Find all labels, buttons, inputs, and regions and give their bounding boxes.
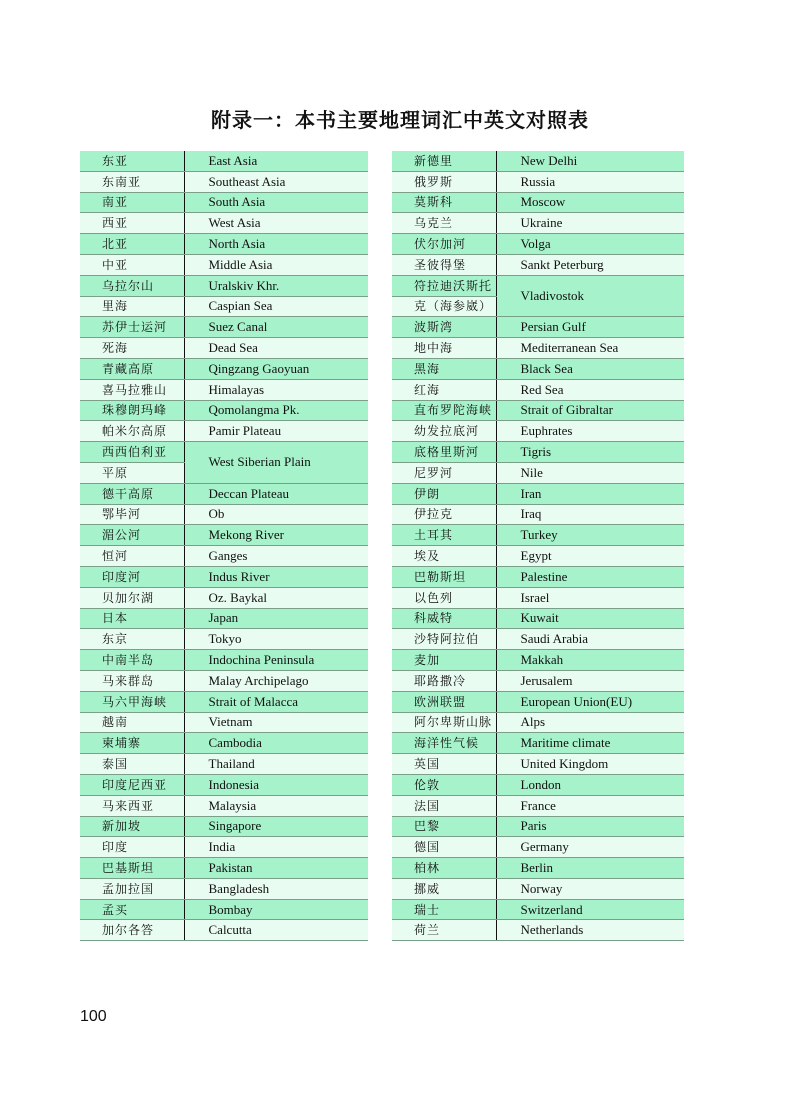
table-row <box>392 608 684 629</box>
table-row <box>80 192 368 213</box>
table-row <box>80 400 368 421</box>
chinese-term: 西亚 <box>80 213 184 234</box>
table-row <box>392 795 684 816</box>
english-term: European Union(EU) <box>496 691 684 712</box>
chinese-term: 黑海 <box>392 358 496 379</box>
table-row <box>80 151 368 172</box>
table-row <box>80 837 368 858</box>
chinese-term: 死海 <box>80 338 184 359</box>
english-term: Netherlands <box>496 920 684 941</box>
english-term: North Asia <box>184 234 368 255</box>
english-term: Pakistan <box>184 858 368 879</box>
english-term: New Delhi <box>496 151 684 172</box>
chinese-term: 直布罗陀海峡 <box>392 400 496 421</box>
chinese-term: 北亚 <box>80 234 184 255</box>
table-row <box>80 795 368 816</box>
chinese-term: 沙特阿拉伯 <box>392 629 496 650</box>
table-row <box>80 296 368 317</box>
chinese-term: 鄂毕河 <box>80 504 184 525</box>
chinese-term: 科威特 <box>392 608 496 629</box>
chinese-term: 乌拉尔山 <box>80 275 184 296</box>
table-row <box>80 379 368 400</box>
english-term: Oz. Baykal <box>184 587 368 608</box>
table-row <box>392 504 684 525</box>
chinese-term: 德国 <box>392 837 496 858</box>
table-row <box>392 691 684 712</box>
table-row <box>80 504 368 525</box>
table-row <box>392 920 684 941</box>
chinese-term: 麦加 <box>392 650 496 671</box>
english-term: Saudi Arabia <box>496 629 684 650</box>
table-row <box>392 733 684 754</box>
table-row <box>392 629 684 650</box>
table-row <box>392 213 684 234</box>
english-term: Alps <box>496 712 684 733</box>
chinese-term: 柏林 <box>392 858 496 879</box>
table-row <box>392 546 684 567</box>
chinese-term: 苏伊士运河 <box>80 317 184 338</box>
chinese-term: 中南半岛 <box>80 650 184 671</box>
english-term: Palestine <box>496 566 684 587</box>
english-term: Thailand <box>184 754 368 775</box>
english-term: Japan <box>184 608 368 629</box>
table-row <box>80 546 368 567</box>
chinese-term: 伦敦 <box>392 774 496 795</box>
table-row <box>392 151 684 172</box>
table-row <box>392 816 684 837</box>
chinese-term: 荷兰 <box>392 920 496 941</box>
chinese-term: 伏尔加河 <box>392 234 496 255</box>
chinese-term: 越南 <box>80 712 184 733</box>
english-term: France <box>496 795 684 816</box>
table-row <box>392 483 684 504</box>
table-row <box>80 213 368 234</box>
english-term: Vietnam <box>184 712 368 733</box>
chinese-term: 马来群岛 <box>80 670 184 691</box>
chinese-term: 孟加拉国 <box>80 878 184 899</box>
chinese-term: 底格里斯河 <box>392 442 496 463</box>
english-term: Norway <box>496 878 684 899</box>
table-row <box>80 650 368 671</box>
english-term: East Asia <box>184 151 368 172</box>
table-row <box>80 816 368 837</box>
table-row <box>392 566 684 587</box>
table-row <box>80 920 368 941</box>
english-term: Indonesia <box>184 774 368 795</box>
chinese-term: 里海 <box>80 296 184 317</box>
table-row <box>392 878 684 899</box>
chinese-term: 伊拉克 <box>392 504 496 525</box>
chinese-term: 新德里 <box>392 151 496 172</box>
chinese-term: 印度河 <box>80 566 184 587</box>
english-term: Bombay <box>184 899 368 920</box>
english-term: Cambodia <box>184 733 368 754</box>
english-term: Calcutta <box>184 920 368 941</box>
table-row <box>392 254 684 275</box>
chinese-term: 克（海参崴） <box>392 296 496 317</box>
english-term: Maritime climate <box>496 733 684 754</box>
table-row <box>80 338 368 359</box>
table-row <box>80 483 368 504</box>
chinese-term: 泰国 <box>80 754 184 775</box>
chinese-term: 巴基斯坦 <box>80 858 184 879</box>
table-row <box>392 358 684 379</box>
chinese-term: 加尔各答 <box>80 920 184 941</box>
english-term: Jerusalem <box>496 670 684 691</box>
chinese-term: 挪威 <box>392 878 496 899</box>
table-row <box>80 608 368 629</box>
chinese-term: 柬埔寨 <box>80 733 184 754</box>
english-term: Berlin <box>496 858 684 879</box>
english-term: Mekong River <box>184 525 368 546</box>
table-row <box>392 379 684 400</box>
english-term: Indochina Peninsula <box>184 650 368 671</box>
english-term: Tokyo <box>184 629 368 650</box>
chinese-term: 波斯湾 <box>392 317 496 338</box>
english-term: Singapore <box>184 816 368 837</box>
chinese-term: 南亚 <box>80 192 184 213</box>
table-row <box>392 192 684 213</box>
english-term: Strait of Gibraltar <box>496 400 684 421</box>
chinese-term: 平原 <box>80 462 184 483</box>
chinese-term: 贝加尔湖 <box>80 587 184 608</box>
chinese-term: 符拉迪沃斯托 <box>392 275 496 296</box>
english-term: Kuwait <box>496 608 684 629</box>
chinese-term: 土耳其 <box>392 525 496 546</box>
table-row <box>392 754 684 775</box>
english-term: Dead Sea <box>184 338 368 359</box>
table-row <box>80 171 368 192</box>
table-row <box>392 670 684 691</box>
chinese-term: 东南亚 <box>80 171 184 192</box>
english-term: Makkah <box>496 650 684 671</box>
chinese-term: 圣彼得堡 <box>392 254 496 275</box>
table-row <box>80 670 368 691</box>
table-row <box>392 171 684 192</box>
chinese-term: 红海 <box>392 379 496 400</box>
glossary-table-left <box>80 150 368 941</box>
glossary-table-right <box>392 150 684 941</box>
chinese-term: 瑞士 <box>392 899 496 920</box>
table-row <box>80 525 368 546</box>
english-term: Euphrates <box>496 421 684 442</box>
page-title: 附录一：本书主要地理词汇中英文对照表 <box>211 108 589 132</box>
english-term: Germany <box>496 837 684 858</box>
english-term: Ukraine <box>496 213 684 234</box>
table-row <box>392 650 684 671</box>
table-row <box>392 712 684 733</box>
english-term: Southeast Asia <box>184 171 368 192</box>
chinese-term: 幼发拉底河 <box>392 421 496 442</box>
table-row <box>392 442 684 463</box>
chinese-term: 莫斯科 <box>392 192 496 213</box>
english-term: West Siberian Plain <box>184 442 368 484</box>
english-term: Uralskiv Khr. <box>184 275 368 296</box>
table-row <box>80 629 368 650</box>
chinese-term: 海洋性气候 <box>392 733 496 754</box>
english-term: London <box>496 774 684 795</box>
table-row <box>80 691 368 712</box>
english-term: Pamir Plateau <box>184 421 368 442</box>
english-term: Deccan Plateau <box>184 483 368 504</box>
english-term: Qomolangma Pk. <box>184 400 368 421</box>
english-term: Iran <box>496 483 684 504</box>
chinese-term: 帕米尔高原 <box>80 421 184 442</box>
table-row <box>80 587 368 608</box>
english-term: Iraq <box>496 504 684 525</box>
table-row <box>80 899 368 920</box>
chinese-term: 伊朗 <box>392 483 496 504</box>
table-row <box>392 400 684 421</box>
english-term: Black Sea <box>496 358 684 379</box>
chinese-term: 喜马拉雅山 <box>80 379 184 400</box>
chinese-term: 英国 <box>392 754 496 775</box>
table-row <box>392 317 684 338</box>
english-term: Himalayas <box>184 379 368 400</box>
english-term: Nile <box>496 462 684 483</box>
english-term: Vladivostok <box>496 275 684 317</box>
table-row <box>392 837 684 858</box>
table-row <box>80 234 368 255</box>
english-term: Caspian Sea <box>184 296 368 317</box>
chinese-term: 德干高原 <box>80 483 184 504</box>
english-term: Paris <box>496 816 684 837</box>
table-row <box>392 234 684 255</box>
table-row <box>392 899 684 920</box>
english-term: Switzerland <box>496 899 684 920</box>
table-row <box>80 878 368 899</box>
english-term: Middle Asia <box>184 254 368 275</box>
english-term: Malay Archipelago <box>184 670 368 691</box>
chinese-term: 巴勒斯坦 <box>392 566 496 587</box>
table-row <box>392 525 684 546</box>
english-term: Persian Gulf <box>496 317 684 338</box>
table-row <box>392 858 684 879</box>
chinese-term: 日本 <box>80 608 184 629</box>
table-row <box>80 254 368 275</box>
table-row <box>392 774 684 795</box>
table-row <box>392 421 684 442</box>
table-row <box>80 774 368 795</box>
table-row <box>80 358 368 379</box>
chinese-term: 东京 <box>80 629 184 650</box>
chinese-term: 马六甲海峡 <box>80 691 184 712</box>
chinese-term: 珠穆朗玛峰 <box>80 400 184 421</box>
chinese-term: 印度尼西亚 <box>80 774 184 795</box>
english-term: Russia <box>496 171 684 192</box>
english-term: South Asia <box>184 192 368 213</box>
english-term: United Kingdom <box>496 754 684 775</box>
english-term: Turkey <box>496 525 684 546</box>
english-term: Volga <box>496 234 684 255</box>
table-row <box>80 566 368 587</box>
chinese-term: 东亚 <box>80 151 184 172</box>
table-row <box>392 587 684 608</box>
page-number: 100 <box>80 1008 107 1025</box>
english-term: Mediterranean Sea <box>496 338 684 359</box>
chinese-term: 以色列 <box>392 587 496 608</box>
english-term: West Asia <box>184 213 368 234</box>
table-row <box>392 338 684 359</box>
chinese-term: 青藏高原 <box>80 358 184 379</box>
table-row <box>80 754 368 775</box>
table-row <box>80 858 368 879</box>
table-row <box>80 733 368 754</box>
english-term: Qingzang Gaoyuan <box>184 358 368 379</box>
chinese-term: 乌克兰 <box>392 213 496 234</box>
chinese-term: 新加坡 <box>80 816 184 837</box>
chinese-term: 阿尔卑斯山脉 <box>392 712 496 733</box>
table-row <box>80 275 368 296</box>
english-term: Sankt Peterburg <box>496 254 684 275</box>
chinese-term: 孟买 <box>80 899 184 920</box>
chinese-term: 巴黎 <box>392 816 496 837</box>
chinese-term: 印度 <box>80 837 184 858</box>
chinese-term: 湄公河 <box>80 525 184 546</box>
english-term: Strait of Malacca <box>184 691 368 712</box>
chinese-term: 马来西亚 <box>80 795 184 816</box>
english-term: Tigris <box>496 442 684 463</box>
english-term: Red Sea <box>496 379 684 400</box>
english-term: Suez Canal <box>184 317 368 338</box>
table-row <box>80 317 368 338</box>
english-term: Ganges <box>184 546 368 567</box>
chinese-term: 西西伯利亚 <box>80 442 184 463</box>
table-row <box>392 462 684 483</box>
table-row <box>80 442 368 463</box>
english-term: Moscow <box>496 192 684 213</box>
english-term: Ob <box>184 504 368 525</box>
table-row <box>80 712 368 733</box>
english-term: Bangladesh <box>184 878 368 899</box>
chinese-term: 耶路撒冷 <box>392 670 496 691</box>
english-term: Indus River <box>184 566 368 587</box>
chinese-term: 地中海 <box>392 338 496 359</box>
english-term: Israel <box>496 587 684 608</box>
chinese-term: 埃及 <box>392 546 496 567</box>
english-term: India <box>184 837 368 858</box>
english-term: Egypt <box>496 546 684 567</box>
chinese-term: 俄罗斯 <box>392 171 496 192</box>
chinese-term: 恒河 <box>80 546 184 567</box>
table-row <box>80 421 368 442</box>
chinese-term: 尼罗河 <box>392 462 496 483</box>
chinese-term: 欧洲联盟 <box>392 691 496 712</box>
english-term: Malaysia <box>184 795 368 816</box>
chinese-term: 法国 <box>392 795 496 816</box>
chinese-term: 中亚 <box>80 254 184 275</box>
table-row <box>392 275 684 296</box>
